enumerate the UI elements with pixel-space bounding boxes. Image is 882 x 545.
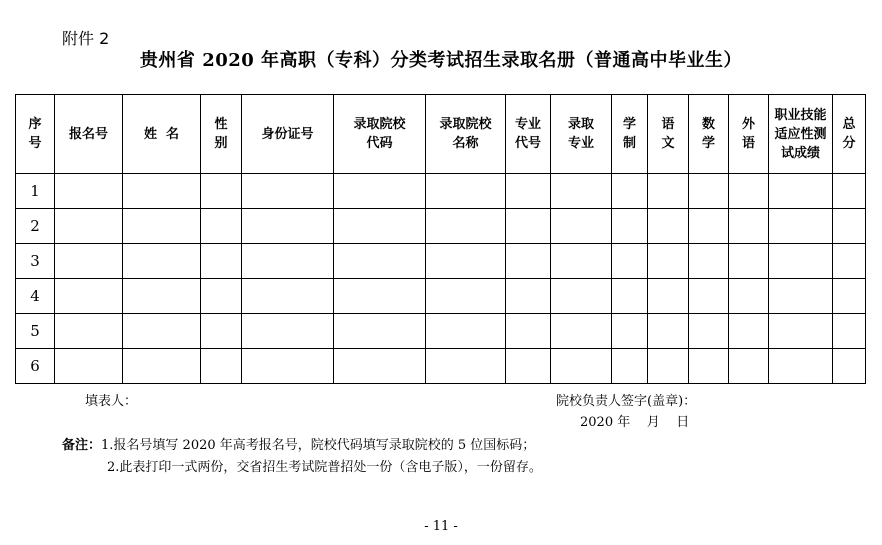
table-cell bbox=[769, 349, 833, 384]
table-cell bbox=[55, 209, 123, 244]
row-seq-cell: 3 bbox=[16, 244, 55, 279]
col-header-gender: 性别 bbox=[201, 95, 242, 174]
table-cell bbox=[769, 174, 833, 209]
table-cell bbox=[242, 314, 334, 349]
table-cell bbox=[201, 244, 242, 279]
col-header-major: 录取专业 bbox=[551, 95, 612, 174]
signer-label: 院校负责人签字(盖章)： bbox=[556, 394, 697, 409]
table-row bbox=[16, 279, 866, 314]
table-cell bbox=[729, 314, 769, 349]
table-cell bbox=[833, 314, 866, 349]
table-row bbox=[16, 209, 866, 244]
table-cell bbox=[201, 174, 242, 209]
notes-line-2: 2.此表打印一式两份，交省招生考试院普招处一份（含电子版），一份留存。 bbox=[107, 460, 542, 475]
col-header-id-number: 身份证号 bbox=[242, 95, 334, 174]
table-row bbox=[16, 174, 866, 209]
table-cell bbox=[426, 349, 506, 384]
notes-line-1 bbox=[62, 434, 535, 453]
row-seq-cell: 2 bbox=[16, 209, 55, 244]
table-cell bbox=[506, 314, 551, 349]
row-seq-cell: 5 bbox=[16, 314, 55, 349]
table-cell bbox=[201, 314, 242, 349]
table-cell bbox=[648, 314, 689, 349]
table-cell bbox=[55, 349, 123, 384]
col-header-total: 总分 bbox=[833, 95, 866, 174]
table-cell bbox=[689, 349, 729, 384]
row-seq-cell: 6 bbox=[16, 349, 55, 384]
table-cell bbox=[689, 314, 729, 349]
header-row bbox=[16, 95, 866, 174]
table-cell bbox=[242, 244, 334, 279]
filler-label: 填表人： bbox=[85, 394, 138, 409]
table-cell bbox=[729, 209, 769, 244]
document-title: 贵州省 2020 年高职（专科）分类考试招生录取名册（普通高中毕业生） bbox=[139, 50, 743, 71]
row-seq-cell: 4 bbox=[16, 279, 55, 314]
table-cell bbox=[729, 244, 769, 279]
table-cell bbox=[551, 349, 612, 384]
table-cell bbox=[612, 174, 648, 209]
table-cell bbox=[769, 279, 833, 314]
table-cell bbox=[612, 244, 648, 279]
table-cell bbox=[123, 209, 201, 244]
col-header-school-code: 录取院校代码 bbox=[334, 95, 426, 174]
table-cell bbox=[729, 349, 769, 384]
signing-date: 2020 年 月 日 bbox=[580, 415, 690, 430]
table-row bbox=[16, 349, 866, 384]
table-cell bbox=[123, 349, 201, 384]
table-cell bbox=[612, 279, 648, 314]
table-cell bbox=[201, 279, 242, 314]
col-header-duration: 学制 bbox=[612, 95, 648, 174]
table-cell bbox=[729, 279, 769, 314]
table-cell bbox=[551, 279, 612, 314]
table-cell bbox=[426, 244, 506, 279]
table-cell bbox=[242, 349, 334, 384]
table-cell bbox=[201, 349, 242, 384]
col-header-math: 数学 bbox=[689, 95, 729, 174]
table-cell bbox=[426, 174, 506, 209]
table-cell bbox=[551, 314, 612, 349]
table-cell bbox=[551, 174, 612, 209]
table-cell bbox=[334, 349, 426, 384]
table-cell bbox=[55, 244, 123, 279]
attachment-label: 附件 2 bbox=[62, 29, 110, 48]
row-seq-cell: 1 bbox=[16, 174, 55, 209]
col-header-chinese: 语文 bbox=[648, 95, 689, 174]
col-header-seq: 序号 bbox=[16, 95, 55, 174]
table-cell bbox=[729, 174, 769, 209]
table-cell bbox=[612, 349, 648, 384]
table-cell bbox=[426, 209, 506, 244]
col-header-school-name: 录取院校名称 bbox=[426, 95, 506, 174]
table-cell bbox=[551, 244, 612, 279]
table-cell bbox=[648, 279, 689, 314]
table-cell bbox=[689, 244, 729, 279]
col-header-foreign-language: 外语 bbox=[729, 95, 769, 174]
table-cell bbox=[426, 314, 506, 349]
table-cell bbox=[242, 279, 334, 314]
table-cell bbox=[833, 209, 866, 244]
col-header-name: 姓 名 bbox=[123, 95, 201, 174]
table-cell bbox=[506, 209, 551, 244]
table-cell bbox=[506, 174, 551, 209]
table-cell bbox=[123, 174, 201, 209]
table-cell bbox=[334, 174, 426, 209]
table-cell bbox=[334, 209, 426, 244]
table-cell bbox=[506, 244, 551, 279]
table-cell bbox=[648, 244, 689, 279]
table-cell bbox=[833, 279, 866, 314]
table-cell bbox=[612, 314, 648, 349]
table-cell bbox=[648, 174, 689, 209]
col-header-major-code: 专业代号 bbox=[506, 95, 551, 174]
table-cell bbox=[334, 314, 426, 349]
admission-roster-table bbox=[15, 94, 866, 384]
col-header-registration-no: 报名号 bbox=[55, 95, 123, 174]
table-cell bbox=[506, 279, 551, 314]
table-row bbox=[16, 314, 866, 349]
notes-label: 备注： bbox=[62, 438, 102, 453]
table-cell bbox=[689, 279, 729, 314]
table-cell bbox=[612, 209, 648, 244]
col-header-skill-test: 职业技能适应性测试成绩 bbox=[769, 95, 833, 174]
table-cell bbox=[648, 349, 689, 384]
table-cell bbox=[55, 314, 123, 349]
table-cell bbox=[689, 174, 729, 209]
page-number: - 11 - bbox=[424, 519, 458, 534]
table-cell bbox=[334, 279, 426, 314]
table-cell bbox=[769, 314, 833, 349]
table-cell bbox=[833, 349, 866, 384]
table-cell bbox=[506, 349, 551, 384]
table-cell bbox=[769, 209, 833, 244]
table-row bbox=[16, 244, 866, 279]
table-cell bbox=[769, 244, 833, 279]
table-cell bbox=[123, 314, 201, 349]
table-cell bbox=[55, 279, 123, 314]
table-cell bbox=[334, 244, 426, 279]
table-cell bbox=[689, 209, 729, 244]
table-cell bbox=[242, 174, 334, 209]
notes-text-1: 1.报名号填写 2020 年高考报名号，院校代码填写录取院校的 5 位国标码； bbox=[101, 438, 536, 453]
table-cell bbox=[426, 279, 506, 314]
table-cell bbox=[201, 209, 242, 244]
table-cell bbox=[551, 209, 612, 244]
table-cell bbox=[55, 174, 123, 209]
table-cell bbox=[833, 244, 866, 279]
table-cell bbox=[833, 174, 866, 209]
table-cell bbox=[648, 209, 689, 244]
table-cell bbox=[242, 209, 334, 244]
table-cell bbox=[123, 244, 201, 279]
table-cell bbox=[123, 279, 201, 314]
